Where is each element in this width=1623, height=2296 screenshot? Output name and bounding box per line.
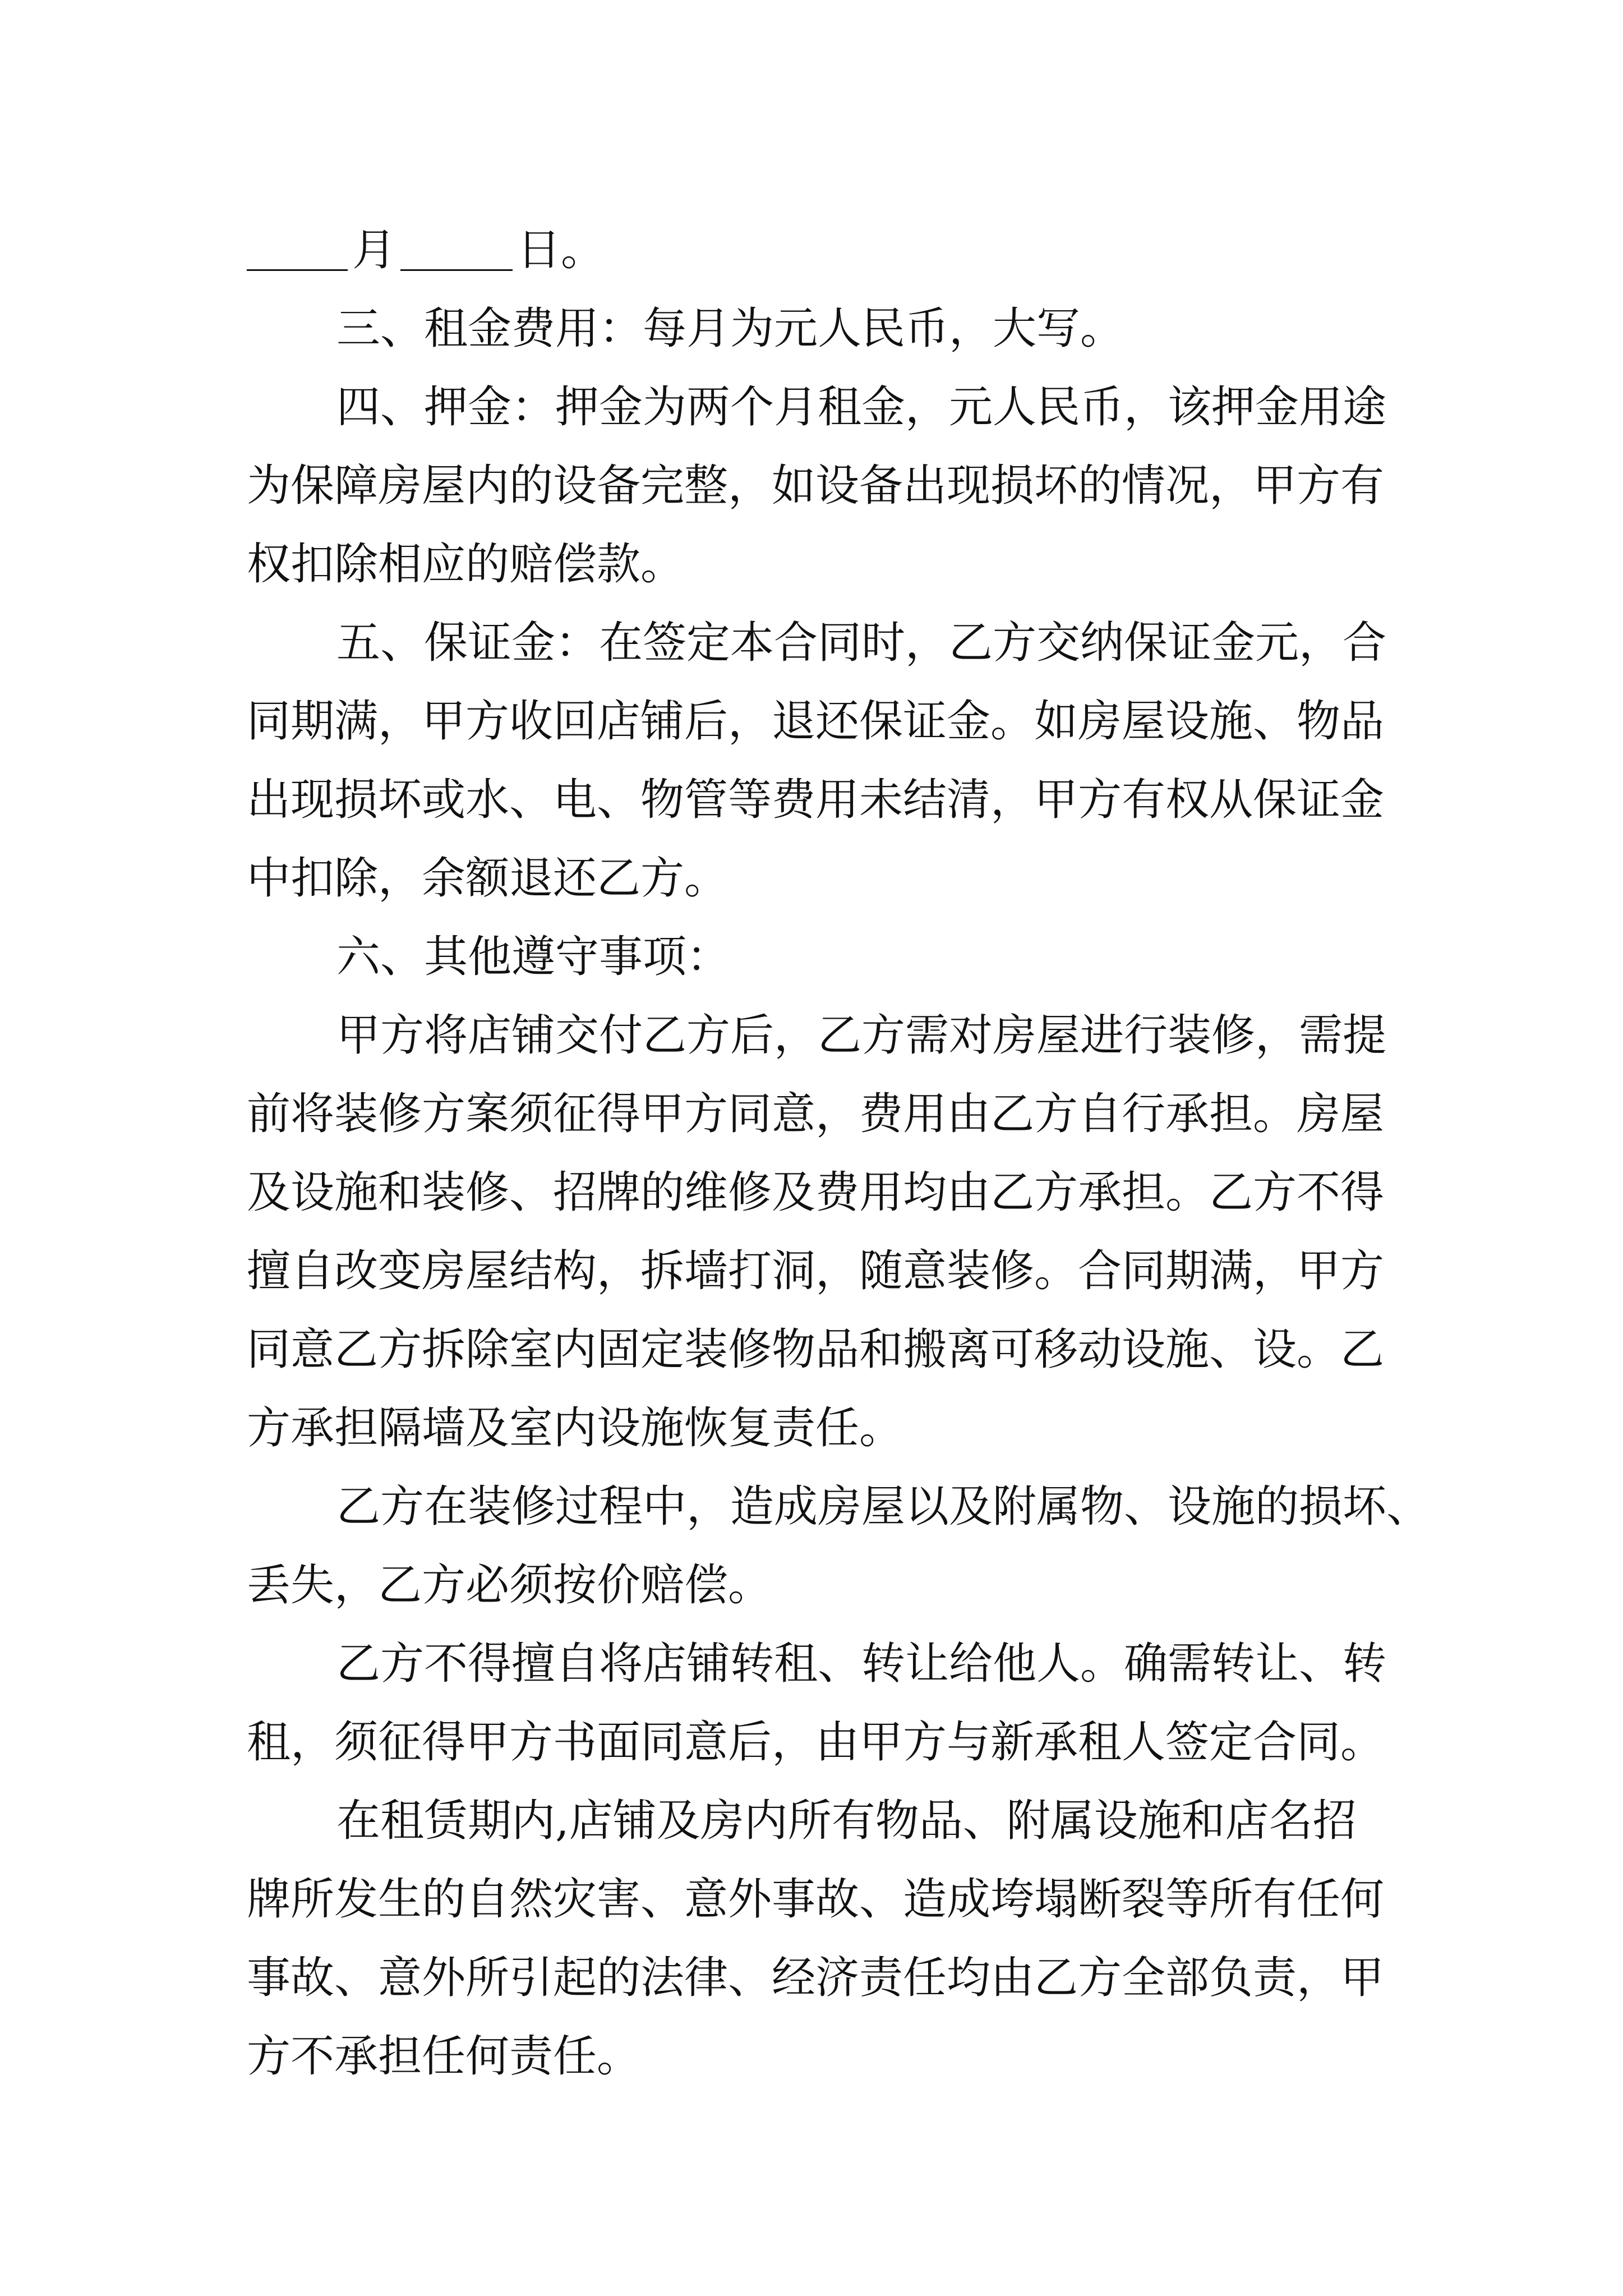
- paragraph-line: 中扣除，余额退还乙方。: [247, 853, 728, 904]
- paragraph-line: 四、押金：押金为两个月租金，元人民币，该押金用途: [336, 382, 1387, 432]
- paragraph-line: 前将装修方案须征得甲方同意，费用由乙方自行承担。房屋: [247, 1089, 1385, 1139]
- paragraph-line: 在租赁期内,店铺及房内所有物品、附属设施和店名招: [336, 1796, 1357, 1846]
- date-line: [247, 211, 1391, 289]
- clause-other-paragraph-3: [247, 1625, 1391, 1782]
- paragraph-line: 五、保证金：在签定本合同时，乙方交纳保证金元，合: [336, 618, 1387, 668]
- month-blank: [247, 269, 348, 271]
- day-blank: [400, 269, 513, 271]
- month-label: 月: [352, 225, 396, 275]
- paragraph-line: 同期满，甲方收回店铺后，退还保证金。如房屋设施、物品: [247, 696, 1385, 747]
- clause-other-title: 六、其他遵守事项：: [336, 932, 731, 982]
- paragraph-line: 乙方不得擅自将店铺转租、转让给他人。确需转让、转: [336, 1639, 1387, 1689]
- clause-deposit: [247, 368, 1391, 604]
- paragraph-line: 乙方在装修过程中，造成房屋以及附属物、设施的损坏、: [336, 1481, 1431, 1532]
- paragraph-line: 租，须征得甲方书面同意后，由甲方与新承租人签定合同。: [247, 1717, 1385, 1768]
- paragraph-line: 丢失，乙方必须按价赔偿。: [247, 1560, 772, 1611]
- paragraph-line: 同意乙方拆除室内固定装修物品和搬离可移动设施、设。乙: [247, 1324, 1385, 1375]
- paragraph-line: 权扣除相应的赔偿款。: [247, 539, 685, 590]
- clause-rent: 三、租金费用：每月为元人民币，大写。: [336, 303, 1124, 354]
- clause-other-paragraph-4: [247, 1782, 1391, 2096]
- paragraph-line: 及设施和装修、招牌的维修及费用均由乙方承担。乙方不得: [247, 1167, 1385, 1218]
- paragraph-line: 方不承担任何责任。: [247, 2031, 641, 2082]
- document-body: [247, 211, 1431, 2096]
- paragraph-line: 为保障房屋内的设备完整，如设备出现损坏的情况，甲方有: [247, 461, 1385, 511]
- paragraph-line: 牌所发生的自然灾害、意外事故、造成垮塌断裂等所有任何: [247, 1874, 1385, 1925]
- paragraph-line: 擅自改变房屋结构，拆墙打洞，随意装修。合同期满，甲方: [247, 1246, 1385, 1296]
- clause-other-paragraph-1: [247, 996, 1391, 1467]
- paragraph-line: 事故、意外所引起的法律、经济责任均由乙方全部负责，甲: [247, 1953, 1385, 2003]
- paragraph-line: 方承担隔墙及室内设施恢复责任。: [247, 1403, 903, 1453]
- paragraph-line: 出现损坏或水、电、物管等费用未结清，甲方有权从保证金: [247, 775, 1385, 825]
- clause-guarantee: [247, 604, 1391, 918]
- day-label: 日。: [517, 225, 605, 275]
- clause-other-paragraph-2: [247, 1467, 1431, 1625]
- paragraph-line: 甲方将店铺交付乙方后，乙方需对房屋进行装修，需提: [336, 1010, 1387, 1061]
